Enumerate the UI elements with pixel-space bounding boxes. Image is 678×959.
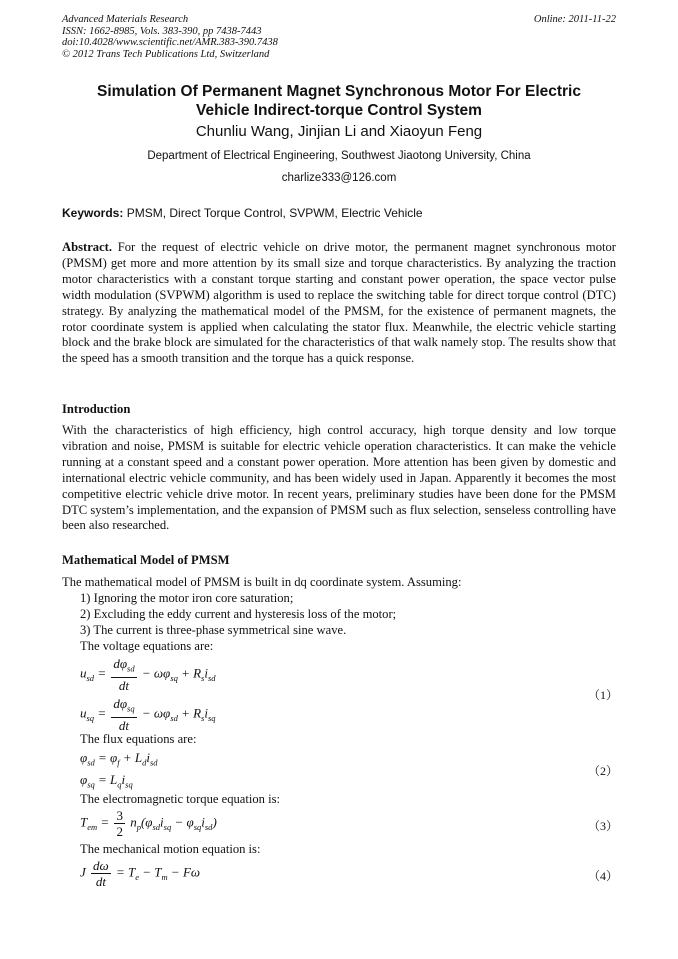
- keywords-list: PMSM, Direct Torque Control, SVPWM, Electric Vehicle: [126, 206, 423, 220]
- abstract: [62, 240, 616, 367]
- title-line-1: Simulation Of Permanent Magnet Synchronous Motor For Electric: [96, 83, 581, 100]
- assumption-3: 3) The current is three-phase symmetrical sine wave.: [80, 622, 347, 637]
- email: charlize333@126.com: [281, 172, 397, 184]
- online-date: Online: 2011-11-22: [533, 14, 616, 25]
- authors: Chunliu Wang, Jinjian Li and Xiaoyun Feng: [195, 123, 483, 140]
- copyright: © 2012 Trans Tech Publications Ltd, Switzerland: [62, 48, 270, 60]
- mm-heading: Mathematical Model of PMSM: [62, 553, 230, 567]
- keywords-label: Keywords:: [62, 206, 124, 220]
- assumption-2: 2) Excluding the eddy current and hysteresis loss of the motor;: [80, 606, 397, 621]
- doi: doi:10.4028/www.scientific.net/AMR.383-390.7438: [62, 37, 278, 48]
- abstract-label: Abstract.: [62, 240, 113, 254]
- equation-number-3: （3）: [587, 819, 618, 833]
- torque-label: The electromagnetic torque equation is:: [80, 792, 281, 806]
- equation-number-1: （1）: [587, 688, 618, 702]
- journal-name: Advanced Materials Research: [62, 14, 189, 25]
- equation-flux-d: $\varphi_{sd} = \varphi_f + L_di_{sd}$: [80, 750, 158, 768]
- flux-label: The flux equations are:: [80, 732, 197, 746]
- assumption-1: 1) Ignoring the motor iron core saturation;: [80, 590, 294, 605]
- abstract-text: For the request of electric vehicle on drive motor, the permanent magnet synchronous motor (PMSM) get more and more attention by its small size and torque characteristics. By analyzing the traction motor characteristics with a constant torque starting and constant power operation, the space vector pulse width modulation (SVPWM) algorithm is used to replace the switching table for direct torque control (DTC) strategy. By analyzing the mathematical model of the PMSM, for the existence of permanent magnets, the rotor coordinate system is applied when calculating the stator flux. Meanwhile, the electric vehicle starting block and the brake block are simulated for the characteristics of that walk namely stop. The results show that the speed has a smooth transition and the torque has a quick response.: [62, 240, 616, 366]
- intro-text: With the characteristics of high efficiency, high control accuracy, high torque density and low torque vibration and noise, PMSM is suitable for electric vehicle operation characteristics. It can make the vehicle running at a constant speed and a constant power operation. More attention has been given by domestic and international electric vehicle community, and has been widely used in Japan. Apparently it becomes the most competitive electric vehicle drive motor. In recent years, preliminary studies have been done for the PMSM DTC system’s implementation, and the expansion of PMSM such as flux selection, senseless controlling have been also researched.: [62, 423, 616, 533]
- keywords: [62, 206, 616, 220]
- paper-title: [62, 82, 616, 120]
- voltage-label: The voltage equations are:: [80, 638, 214, 653]
- equation-motion: J $\frac{d\omega}{dt}$ = $T_e - T_m - F\omega$: [80, 858, 201, 889]
- equation-torque: $T_{em}$ = $\frac{3}{2}$ $n_p(\varphi_{sd}i_{sq} - \varphi_{sq}i_{sd})$: [80, 808, 217, 839]
- equation-voltage-q: $u_{sq}$ = $\frac{d\varphi_{sq}}{dt}$ − $\omega\varphi_{sd} + R_si_{sq}$: [80, 696, 216, 733]
- journal-header: [62, 14, 616, 60]
- affiliation: Department of Electrical Engineering, Southwest Jiaotong University, China: [147, 150, 531, 162]
- title-line-2: Vehicle Indirect-torque Control System: [196, 102, 482, 119]
- motion-label: The mechanical motion equation is:: [80, 842, 261, 856]
- issn: ISSN: 1662-8985, Vols. 383-390, pp 7438-7443: [62, 25, 262, 37]
- equation-number-2: （2）: [587, 764, 618, 778]
- mm-intro: The mathematical model of PMSM is built in dq coordinate system. Assuming:: [62, 575, 462, 589]
- equation-flux-q: $\varphi_{sq} = L_qi_{sq}$: [80, 772, 133, 790]
- mm-body: [62, 575, 461, 655]
- intro-heading: Introduction: [62, 402, 131, 416]
- equation-voltage-d: $u_{sd}$ = $\frac{d\varphi_{sd}}{dt}$ − $\omega\varphi_{sq} + R_si_{sd}$: [80, 656, 216, 693]
- equation-number-4: （4）: [587, 869, 618, 883]
